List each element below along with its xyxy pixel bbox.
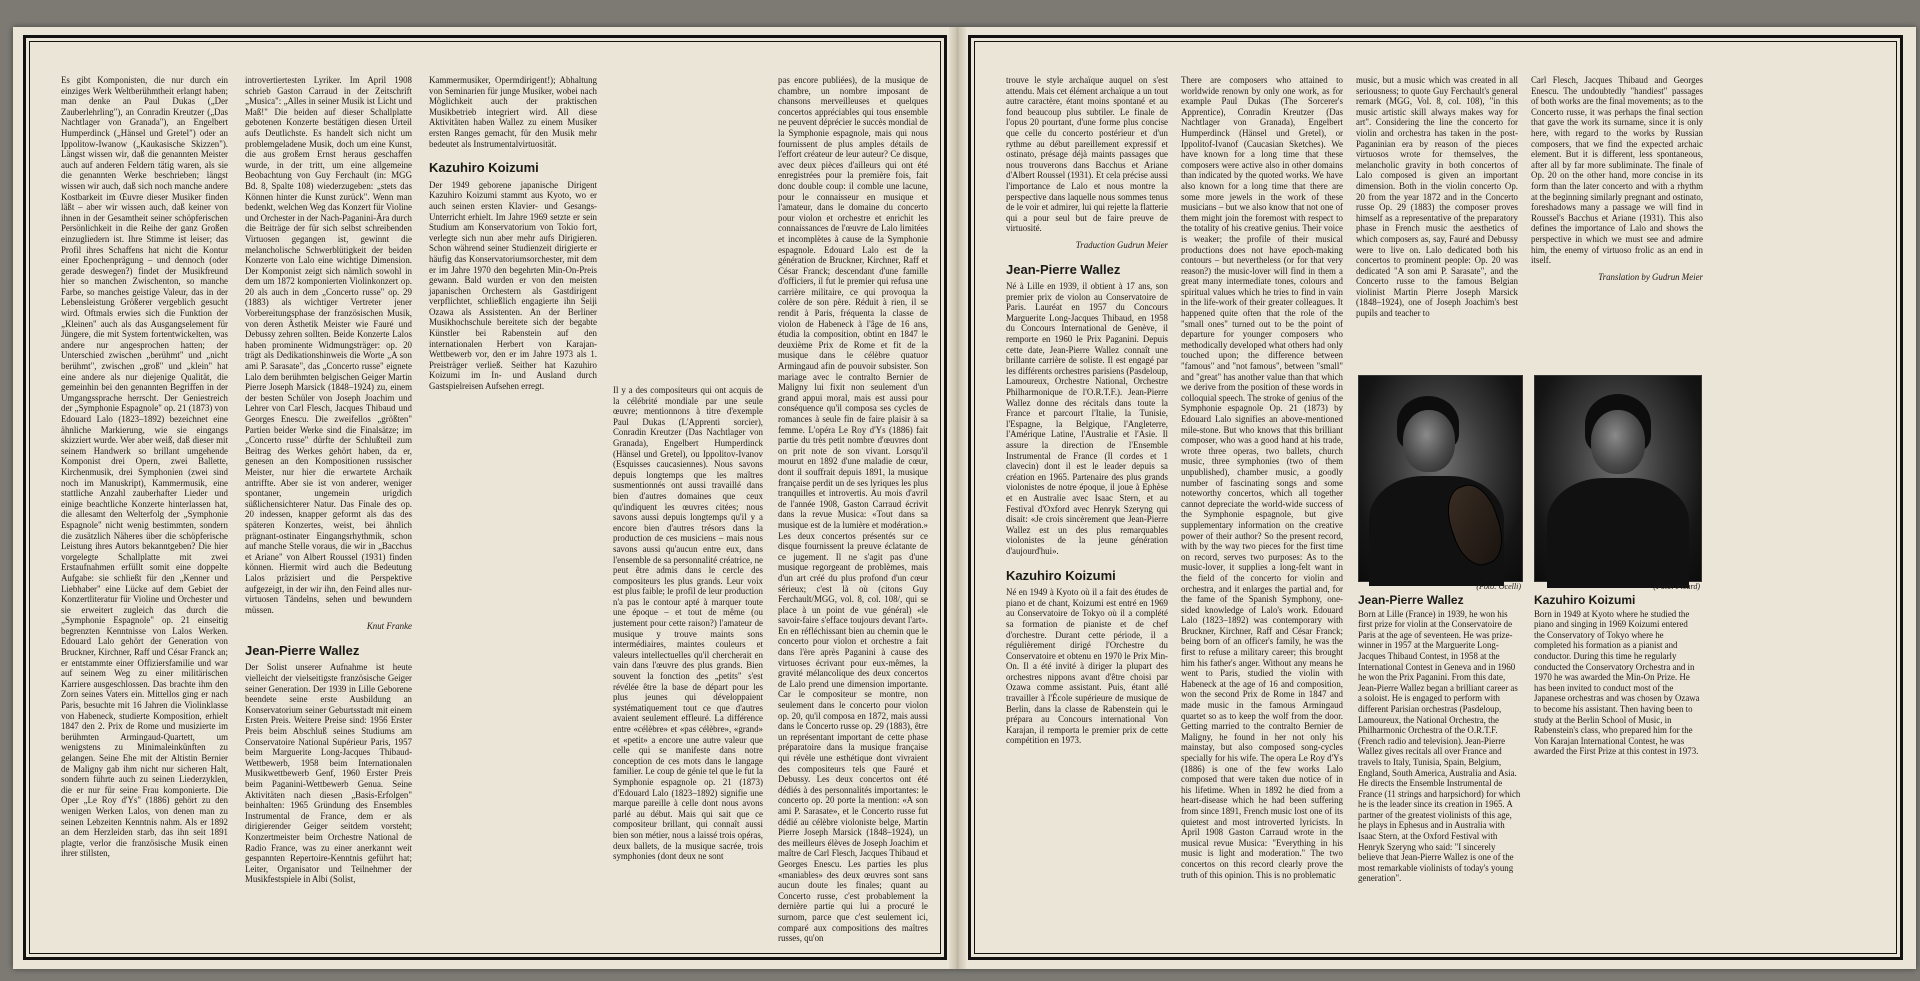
conductor-caption xyxy=(1534,595,1700,757)
gatefold-spine xyxy=(949,27,966,969)
photo-face xyxy=(1403,410,1455,472)
section-heading: Kazuhiro Koizumi xyxy=(429,160,539,176)
right-panel xyxy=(968,35,1903,960)
left-column-5 xyxy=(778,75,928,944)
english-intro-text: There are composers who attained to worldwide renown by only one work, as for example Paul Dukas (The Sorcerer's Apprentice), Conradin Kreutzer (Das Nachtlager von Granada), Engelbert Humperdinck (Hänsel und Gretel), or Ippolitof-Ivanof (Caucasian Sketches). We have known for a long time that these composers were active also in other domains than indicated by the quoted works. We have also known for a long time that there are some more jewels in the work of these musicians – but we also know that not one of them might join the foremost with respect to the totality of his creative genius. Their voice is weaker; the profile of their musical productions does not have epoch-making contours – but nevertheless (or for that very reason?) the music-lover will find in them a great many intermediate tones, colours and spiritual values which he tries to find in vain in the life-work of their greater colleagues. It happened quite often that the role of the "small ones" turned out to be the point of departure for younger composers who methodically developed what others had only touched upon; the difference between "famous" and "not famous", between "small" and "great" has another value than that which we derive from the position of these words in colloquial speech. The stroke of genius of the Symphonie espagnole Op. 21 (1873) by Edouard Lalo signifies an above-mentioned mile-stone. But who knows that this brilliant composer, who was a good hand at his trade, wrote three operas, two ballets, church music, three symphonies (two of them unpublished), chamber music, a goodly number of fascinating songs and some noteworthy concertos, which all together cannot depreciate the world-wide success of the Symphonie espagnole, but give supplementary information on the creative power of their author? So the present record, with by the way two pieces for the first time on record, serves two purposes: As to the music-lover, it supplies a long-felt want in the field of the concerto for violin and orchestra, and it enlarges the partial and, for the fame of the Spanish Symphony, one-sided knowledge of Lalo's work. Edouard Lalo (1823–1892) was contemporary with Bruckner, Kirchner, Raff and César Franck; being born of an officer's family, he was the first to refuse a military career; this brought him his father's anger. Without any means he went to Paris, studied the violin with Habeneck at the age of 16 and composition, won the second Prix de Rome in 1847 and made music in the famous Armingaud quartet so as to keep the wolf from the door. Getting married to the contralto Bernier de Maligny, he found in her not only his mainstay, but also composed song-cycles specially for his wife. The opera Le Roy d'Ys (1886) is one of the few works Lalo composed that were taken due notice of in his lifetime. When in 1892 he died from a heart-disease which he had been suffering from since 1891, French music lost one of its quietest and most introverted lyricists. In April 1908 Gaston Carraud wrote in the musical revue Musica: "Everything in his music is light and moderation." The two concertos on this record clearly prove the truth of this opinion. This is no problematic xyxy=(1181,75,1343,880)
translator-credit: Traduction Gudrun Meier xyxy=(1075,239,1168,250)
conductor-photo xyxy=(1534,375,1702,582)
photo-face xyxy=(1591,410,1645,474)
section-heading: Jean-Pierre Wallez xyxy=(245,642,360,658)
english-text-end: Carl Flesch, Jacques Thibaud and Georges Enescu. The undoubtedly "handiest" passages of both works are the final movements; as to the Concerto russe, it was perhaps the final section that gave the work its surname, since it is only here, with regard to the works by Russian composers, that we find the expected archaic element. But it is different, less spontaneous, after all by far more subliminate. The finale of Op. 20 on the other hand, more concise in its form than the later concerto and with a rhythm at the beginning similarly pregnant and ostinato, foreshadows many a passage we will find in Roussel's Bacchus et Ariane (1931). This also defines the importance of Lalo and shows the perspective in which we must see and admire him, the enemy of virtuoso frolic as an end in itself. xyxy=(1531,75,1703,266)
caption-name: Kazuhiro Koizumi xyxy=(1534,593,1636,607)
photo-body xyxy=(1547,478,1689,588)
caption-bio: Born in 1949 at Kyoto where he studied the piano and singing in 1969 Koizumi entered the Conservatory of Tokyo where he completed his formation as a pianist and conductor. During this time he regularly conducted the Conservatory Orchestra and in 1970 he was awarded the Min-On Prize. He has been invited to conduct most of the Japanese orchestras and was chosen by Ozawa to become his assistant. Then having been to study at the Berlin School of Music, in Rabenstein's class, who prepared him for the Von Karajan International Contest, he was awarded the First Prize at this contest in 1973. xyxy=(1534,608,1700,757)
english-text-continued: music, but a music which was created in all seriousness; to quote Guy Ferchault's general remark (MGG, Vol. 8, col. 108), "in this music artistic skill always makes way for art". Considering the line the concerto for violin and orchestra has taken in the post-Paganinian era by reason of the pieces virtuosos wrote for themselves, the melancholic gravity in both concertos of Lalo composed is given an important dimension. Both in the violin concerto Op. 20 from the year 1872 and in the Concerto russe Op. 29 (1883) the composer proves himself as a representative of the preparatory phase in French music the aesthetics of which composers as, say, Fauré and Debussy were to live on. Lalo dedicated both his concertos to prominent people: Op. 20 was dedicated "A son ami P. Sarasate", and the Concerto russe to the famous Belgian violinist Martin Pierre Joseph Marsick (1848–1924), one of Joseph Joachim's best pupils and teacher to xyxy=(1356,75,1518,319)
right-column-4 xyxy=(1531,75,1703,365)
conductor-bio: Der 1949 geborene japanische Dirigent Kazuhiro Koizumi stammt aus Kyoto, wo er auch seinen ersten Klavier- und Gesangs-Unterricht erhielt. Im Jahre 1969 setzte er sein Studium am Konservatorium von Tokio fort, verlegte sich nun aber mehr aufs Dirigieren. Schon während seiner Studienzeit dirigierte er häufig das Konservatoriumsorchester, mit dem er im Jahre 1970 den begehrten Min-On-Preis gewann. Bald wurden er von den meisten japanischen Orchestern als Gastdirigent verpflichtet, schließlich engagierte ihn Seiji Ozawa als Assistenten. An der Berliner Musikhochschule bereitete sich der begabte Künstler bei Rabenstein auf den internationalen Herbert von Karajan-Wettbewerb vor, den er im Jahre 1973 als 1. Preisträger verließ. Seither hat Kazuhiro Koizumi im In- und Ausland durch Gastspielreisen Aufsehen erregt. xyxy=(429,179,597,392)
left-panel xyxy=(23,35,947,960)
violinist-photo xyxy=(1358,375,1523,582)
french-text-continued: pas encore publiées), de la musique de chambre, un nombre imposant de chansons merveilleuses et quelques concertos appréciables qui tous ensemble ne peuvent déprécier le succès mondial de la Symphonie espagnole, mais qui nous fournissent de plus amples détails de l'effort créateur de leur auteur? Ce disque, avec deux pièces d'ailleurs qui ont été enregistrées pour la première fois, fait donc double coup: il comble une lacune, pour le connaisseur en musique et l'amateur, dans le domaine du concerto pour violon et orchestre et enrichit les connaissances de l'œuvre de Lalo limitées et incomplètes à cause de la Symphonie espagnole. Edouard Lalo est de la génération de Bruckner, Kirchner, Raff et César Franck; descendant d'une famille d'officiers, il fut le premier qui refusa une carrière militaire, ce qui provoqua la colère de son père. Réduit à rien, il se rendit à Paris, fréquenta la classe de violon de Habeneck à l'âge de 16 ans, étudia la composition, obtint en 1847 le deuxième Prix de Rome et fit de la musique dans le célèbre quatuor Armingaud afin de pouvoir subsister. Son mariage avec le contralto Bernier de Maligny lui fixit non seulement d'un grand appui moral, mais est aussi pour conséquence qu'il composa ses cycles de romances à seule fin de faire plaisir à sa femme. L'opéra Le Roy d'Ys (1886) fait partie du très petit nombre d'œuvres dont on prit note de son vivant. Lorsqu'il mourut en 1892 d'une maladie de cœur, dont il souffrait depuis 1891, la musique française perdit un de ses lyriques les plus tranquilles et introvertis. Au mois d'avril de l'année 1908, Gaston Carraud écrivit dans la revue Musica: «Tout dans sa musique est de la lumière et modération.» Les deux concertos présentés sur ce disque fournissent la preuve éclatante de ce jugement. Il ne s'agit pas d'une musique regorgeant de problèmes, mais d'un art créé du plus profond d'un cœur sérieux; c'est là où (citons Guy Ferchault/MGG, vol. 8, col. 108/, qui se place à un point de vue général) «le savoir-faire s'efface toujours devant l'art». En en réfléchissant bien au chemin que le concerto pour violon et orchestre a fait dans l'ère après Paganini à cause des virtuoses écrivant pour eux-mêmes, la gravité mélancolique des deux concertos de Lalo prend une dimension importante. Car le compositeur se montre, non seulement dans le concerto pour violon op. 20, qu'il composa en 1872, mais aussi dans le Concerto russe op. 29 (1883), être un représentant important de cette phase préparatoire dans la musique française qui révèle une esthétique dont vivraient des compositeurs tels que Fauré et Debussy. Les deux concertos ont été dédiés à des personnalités importantes: le concerto op. 20 porte la mention: «A son ami P. Sarasate», et le Concerto russe fut dédié au célèbre violoniste belge, Martin Pierre Joseph Marsick (1848–1924), un des meilleurs élèves de Joseph Joachim et maître de Carl Flesch, Jacques Thibaud et Georges Enescu. Les parties les plus «maniables» des deux œuvres sont sans aucun doute les finales; quant au Concerto russe, c'est probablement la dernière partie qui lui a procuré le surnom, parce que c'est seulement ici, comparé aux compositions des maîtres russes, qu'on xyxy=(778,75,928,944)
french-text-end: trouve le style archaïque auquel on s'est attendu. Mais cet élément archaïque a un tout autre caractère, étant moins spontané et au fond beaucoup plus subtiler. Le finale de l'opus 20 pourtant, d'une forme plus concise que celle du concerto postérieur et d'un rythme au début pareillement expressif et ostinato, présage déjà maints passages que nous trouverons dans Bacchus et Ariane d'Albert Roussel (1931). Et cela précise aussi l'importance de Lalo et nous montre la perspective dans laquelle nous sommes tenus de le voir et admirer, lui qui rejette la flatterie qui a pour seul but de faire preuve de virtuosité. xyxy=(1006,75,1168,234)
translator-credit: Translation by Gudrun Meier xyxy=(1598,271,1703,282)
author-credit: Knut Franke xyxy=(366,621,412,632)
conductor-bio-french: Né en 1949 à Kyoto où il a fait des études de piano et de chant, Koizumi est entré en 1969 au Conservatoire de Tokyo où il a complété sa formation de pianiste et de chef d'orchestre. Durant cette période, il a régulièrement dirigé l'Orchestre du Conservatoire et obtenu en 1970 le Prix Min-On. Il a été invité à diriger la plupart des orchestres nippons avant d'être choisi par Ozawa comme assistant. Puis, étant allé travailler à l'École supérieure de musique de Berlin, dans la classe de Rabenstein qui le prépara au Concours international Von Karajan, il remporta le premier prix de cette compétition en 1973. xyxy=(1006,587,1168,746)
right-column-3 xyxy=(1356,75,1518,365)
left-column-4 xyxy=(613,385,763,945)
german-intro-text: Es gibt Komponisten, die nur durch ein einziges Werk Weltberühmtheit erlangt haben; man denke an Paul Dukas („Der Zauberlehrling"), an Conradin Kreutzer („Das Nachtlager von Granada"), an Engelbert Humperdinck („Hänsel und Gretel") oder an Ippolitow-Iwanow („Kaukasische Skizzen"). Längst wissen wir, daß die genannten Meister auch auf anderen Feldern tätig waren, als sie die genannten Werke beschrieben; längst wissen wir auch, daß sich noch manche andere Kostbarkeit im Œuvre dieser Musiker finden läßt – aber wir wissen auch, daß keiner von ihnen in der Gesamtheit seiner schöpferischen Persönlichkeit in die Reihe der ganz Großen einzugliedern ist. Ihre Stimme ist leiser; das Profil ihres Schaffens hat nicht die Kontur einer Epochenprägung – und dennoch (oder gerade deswegen?) findet der Musikfreund hier so manchen Zwischenton, so manche Farbe, so manches geistige Valeur, das in der Lebensleistung Größerer vergeblich gesucht wird. Oftmals erwies sich die Funktion der „Kleinen" auch als das Ausgangselement für Jüngere, die mit System fortentwickelten, was andere nur angesprochen hatten; der Unterschied zwischen „berühmt" und „nicht berühmt", zwischen „groß" und „klein" hat eine andere als nur diejenige Qualität, die gemeinhin bei den genannten Begriffen in der Umgangssprache herrscht. Der Geniestreich der „Symphonie Espagnole" op. 21 (1873) von Edouard Lalo (1823–1892) bezeichnet eine ähnliche Markierung, wie sie eingangs skizziert wurde. Wer aber weiß, daß dieser mit seinem Handwerk so brillant umgehende Komponist drei Opern, zwei Ballette, Kirchenmusik, drei Symphonien (zwei sind noch im Manuskript), Kammermusik, eine stattliche Anzahl zauberhafter Lieder und einige beachtliche Konzerte hinterlassen hat, die allesamt den Welterfolg der „Symphonie Espagnole" nicht wenig bestimmten, sondern die zusätzlich Näheres über die schöpferische Leistung ihres Autors bekanntgeben? Die hier vorgelegte Schallplatte mit zwei Erstaufnahmen erfüllt somit eine doppelte Aufgabe: sie schließt für den „Kenner und Liebhaber" eine Lücke auf dem Gebiet der Konzertliteratur für Violine und Orchester und sie erweitert zugleich das durch die „Symphonie Espagnole" op. 21 einseitig begrenzten Kenntnisse von Lalos Werken. Edouard Lalo gehört der Generation von Bruckner, Kirchner, Raff und César Franck an; er entstammte einer Offiziersfamilie und war auf seinem Weg zu einer militärischen Karriere ausgeschlossen. Das brachte ihm den Zorn seines Vaters ein. Mittellos ging er nach Paris, besuchte mit 16 Jahren die Violinklasse von Habeneck, studierte Komposition, erhielt 1847 den 2. Prix de Rome und musizierte im berühmten Armingaud-Quartett, um wenigstens zu Minimaleinkünften zu gelangen. Seine Ehe mit der Altistin Bernier de Maligny gab ihm nicht nur sicheren Halt, sondern führte auch zu seinen Liederzyklen, die er nur für seine Frau komponierte. Die Oper „Le Roy d'Ys" (1886) gehört zu den wenigen Werken Lalos, von denen man zu seinen Lebzeiten Kenntnis nahm. Als er 1892 an dem Herzleiden starb, das ihn seit 1891 plagte, verlor die französische Musik einen ihrer stillsten, xyxy=(61,75,228,859)
left-column-3 xyxy=(429,75,597,935)
soloist-bio-french: Né à Lille en 1939, il obtient à 17 ans, son premier prix de violon au Conservatoire de Paris. Lauréat en 1957 du Concours Marguerite Long-Jacques Thibaud, en 1958 du Concours International de Genève, il remporte en 1960 le Prix Paganini. Depuis cette date, Jean-Pierre Wallez connaît une brillante carrière de soliste. Il est engagé par les différents orchestres parisiens (Pasdeloup, Lamoureux, Orchestre National, Orchestre Philharmonique de l'O.R.T.F.). Jean-Pierre Wallez donne des récitals dans toute la France et parcourt l'Italie, la Tunisie, l'Espagne, la Belgique, l'Angleterre, l'Amérique Latine, l'Australie et l'Asie. Il assure la direction de l'Ensemble Instrumental de France (Il cordes et 1 clavecin) dont il est le leader depuis sa création en 1965. Partenaire des plus grands violonistes de notre époque, il joue à Ephèse et en Australie avec Isaac Stern, et au Festival d'Oxford avec Henryk Szeryng qui disait: «Je crois sincèrement que Jean-Pierre Wallez est un des plus remarquables violonistes de la jeune génération d'aujourd'hui». xyxy=(1006,281,1168,556)
left-column-1 xyxy=(61,75,228,935)
french-intro-text: Il y a des compositeurs qui ont acquis de la célébrité mondiale par une seule œuvre; mentionnons à titre d'exemple Paul Dukas (L'Apprenti sorcier), Conradin Kreutzer (Das Nachtlager von Granada), Engelbert Humperdinck (Hänsel und Gretel), ou Ippolitov-Ivanov (Esquisses caucasiennes). Nous savons depuis longtemps que les maîtres susmentionnés ont aussi travaillé dans bien d'autres domaines que ceux qu'indiquent les œuvres citées; nous savons aussi depuis longtemps qu'il y a encore bien d'autres trésors dans la production de ces musiciens – mais nous savons aussi qu'aucun entre eux, dans l'ensemble de sa personnalité créatrice, ne peut être admis dans le cercle des compositeurs les plus grands. Leur voix est plus faible; le profil de leur production n'a pas le contour apté à marquer toute une époque – et tout de même (ou justement pour cette raison?) l'amateur de musique y trouve maints sons intermédiaires, maintes couleurs et valeurs intellectuelles qu'il chercherait en vain dans l'œuvre des plus grands. Bien souvent la fonction des „petits" s'est révélée être la base de départ pour les plus jeunes qui développaient systématiquement tout ce que d'autres avaient seulement effleuré. La différence entre «célèbre» et «pas célèbre», «grand» et «petit» a encore une autre valeur que celle qui se manifeste dans notre conception de ces mots dans le langage familier. Le coup de génie tel que le fut la Symphonie espagnole op. 21 (1873) d'Edouard Lalo (1823–1892) signifie une marque pareille à celle dont nous avons parlé au début. Mais qui sait que ce compositeur brillant, qui connaît aussi bien son métier, nous a laissé trois opéras, deux ballets, de la musique sacrée, trois symphonies (dont deux ne sont xyxy=(613,385,763,862)
photo-credit: (Foto: Picard) xyxy=(1653,582,1700,591)
soloist-bio: Der Solist unserer Aufnahme ist heute vielleicht der vielseitigste französische Geiger seiner Generation. Der 1939 in Lille Geborene beendete seine erste Ausbildung an Konservatorium seiner Geburtsstadt mit einem Ersten Preis. Weitere Preise sind: 1956 Erster Preis beim Abschluß seines Studiums am Conservatoire National Supérieur Paris, 1957 beim Marguerite Long-Jacques Thibaud-Wettbewerb, 1958 beim Internationalen Musikwettbewerb Genf, 1960 Erster Preis beim Paganini-Wettbewerb Genua. Seine Aktivitäten nach diesen „Basis-Erfolgen" beinhalten: 1965 Gründung des Ensembles Instrumental de France, dem er als dirigierender Geiger seitdem vorsteht; Konzertmeister beim Orchestre National de Radio France, was zu einer anerkannt weit gespannten Repertoire-Kenntnis geführt hat; Leiter, Organisator und Teilnehmer der Musikfestspiele in Albi (Solist, xyxy=(245,662,412,885)
right-column-2 xyxy=(1181,75,1343,935)
left-column-2 xyxy=(245,75,412,935)
german-text-end: Kammermusiker, Opermdirigent!); Abhaltung von Seminarien für junge Musiker, wobei nach Möglichkeit auch der praktischen Musikbetrieb integriert wird. All diese Aktivitäten haben Wallez zu einem Musiker ersten Ranges gemacht, für den Musik mehr bedeutet als Instrumentalvirtuosität. xyxy=(429,75,597,149)
section-heading: Jean-Pierre Wallez xyxy=(1006,261,1121,277)
german-text-continued: introvertiertesten Lyriker. Im April 1908 schrieb Gaston Carraud in der Zeitschrift „Musica": „Alles in seiner Musik ist Licht und Maß!" Die beiden auf dieser Schallplatte gebotenen Konzerte bestätigen diesen Urteil aufs Deutlichste. Es handelt sich nicht um problemgeladene Musik, doch um eine Kunst, die aus großem Ernst heraus geschaffen wurde, in der tritt, um eine allgemeine Beobachtung von Guy Ferchault (in: MGG Bd. 8, Spalte 108) wiederzugeben: „stets das Können hinter die Kunst zurück". Wenn man bedenkt, welchen Weg das Konzert für Violine und Orchester in der Nach-Paganini-Ära durch die Beiträge der für sich selbst schreibenden Virtuosen gegangen ist, gewinnt die melancholische Schwerblütigkeit der beiden Konzerte von Lalo eine wichtige Dimension. Der Komponist zeigt sich nämlich sowohl in dem um 1872 komponierten Violinkonzert op. 20 als auch in dem „Concerto russe" op. 29 (1883) als wichtiger Vertreter jener Vorbereitungsphase der französischen Musik, von deren Ästhetik Meister wie Fauré und Debussy zehren sollten. Beide Konzerte Lalos haben prominente Widmungsträger: op. 20 trägt als Dedikationshinweis die Worte „A son ami P. Sarasate", das „Concerto russe" eignete Lalo dem berühmten belgischen Geiger Martin Pierre Joseph Marsick (1848–1924) zu, einem der besten Schüler von Joseph Joachim und Lehrer von Carl Flesch, Jacques Thibaud und Georges Enescu. Die zweifellos „größten" Partien beider Werke sind die Finalsätze; im „Concerto russe" dürfte der Schlußteil zum Beitrag des Werkes gehört haben, da er, genesen an den Kompositionen russischer Meister, nur hier die erwartete Archaik antriffte. Aber sie ist von anderer, weniger spontaner, ungemein urigdich süßlichensichterer Natur. Das Finale des op. 20 indessen, knapper geformt als das des späteren Konzertes, weist, bei ähnlich prägnant-ostinater Eingangsrhythmik, schon auf manche Stelle voraus, die wir in „Bacchus et Ariane" von Albert Roussel (1931) finden können. Hiermit wird auch die Bedeutung Lalos präzisiert und die Perspektive aufgezeigt, in der wir ihn, den Feind alles nur-virtuosen Tändelns, sehen und bewundern müssen. xyxy=(245,75,412,615)
photo-credit: (Foto: Ocelli) xyxy=(1476,582,1521,591)
violinist-caption xyxy=(1358,595,1521,884)
record-sleeve xyxy=(13,27,1916,969)
right-column-1 xyxy=(1006,75,1168,935)
caption-bio: Born at Lille (France) in 1939, he won his first prize for violin at the Conservatoire de Paris at the age of seventeen. He was prize-winner in 1957 at the Marguerite Long-Jacques Thibaud Contest, in 1958 at the International Contest in Geneva and in 1960 he won the Prix Paganini. From this date, Jean-Pierre Wallez began a brilliant career as a soloist. He is engaged to perform with different Parisian orchestras (Pasdeloup, Lamoureux, the National Orchestra, the Philharmonic Orchestra of the O.R.T.F. (French radio and television). Jean-Pierre Wallez gives recitals all over France and travels to Italy, Tunisia, Spain, Belgium, England, South America, Australia and Asia. He directs the Ensemble Instrumental de France (11 strings and harpsichord) for which he is the leader since its creation in 1965. A partner of the greatest violinists of this age, he plays in Ephesus and in Australia with Isaac Stern, at the Oxford Festival with Henryk Szeryng who said: "I sincerely believe that Jean-Pierre Wallez is one of the most remarkable violinists of today's young generation". xyxy=(1358,608,1521,884)
section-heading: Kazuhiro Koizumi xyxy=(1006,567,1116,583)
caption-name: Jean-Pierre Wallez xyxy=(1358,593,1464,607)
